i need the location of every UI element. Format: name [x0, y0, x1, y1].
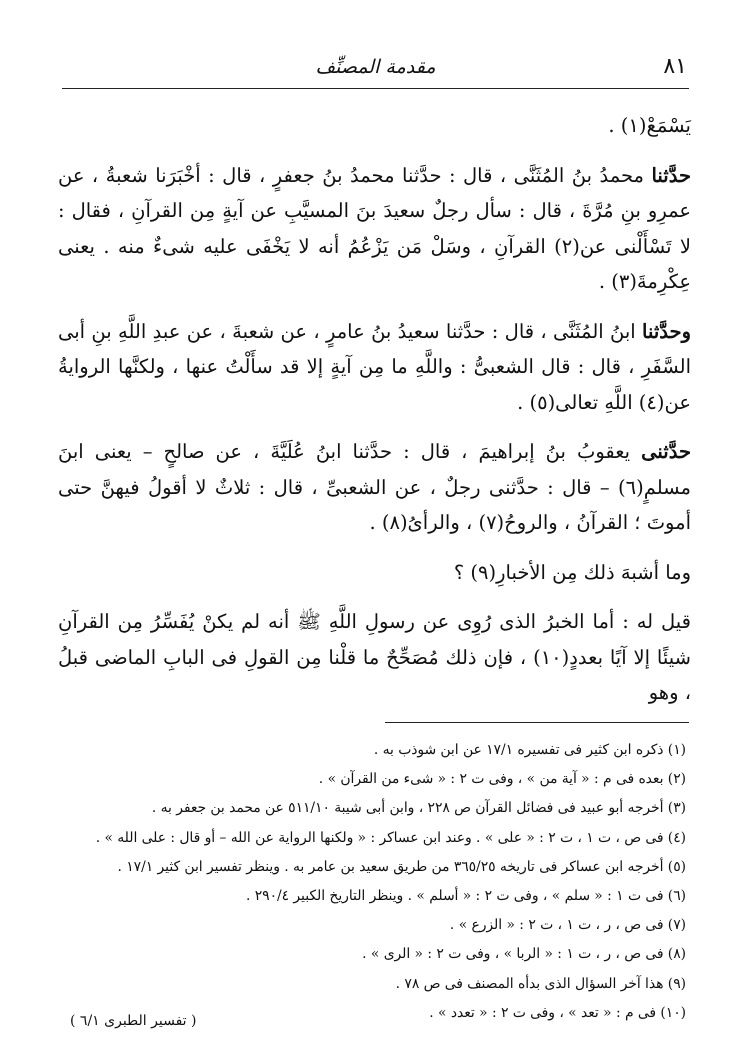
footnote-9: (٩) هذا آخر السؤال الذى بدأه المصنف فى ص ٧٨ . — [395, 975, 686, 992]
paragraph-3-lead: حدَّثنى — [641, 440, 691, 463]
main-text — [58, 108, 691, 725]
footnote-7: (٧) فى ص ، ر ، ت ١ ، ت ٢ : « الزرع » . — [449, 917, 686, 934]
paragraph-0 — [58, 108, 691, 144]
paragraph-5 — [58, 604, 691, 711]
signature-mark: ( تفسير الطبرى ٦/١ ) — [70, 1013, 197, 1029]
page-header — [62, 52, 689, 89]
footnote-4: (٤) فى ص ، ت ١ ، ت ٢ : « على » . وعند ابن عساكر : « ولكنها الرواية عن الله – أو قال : على الله » . — [95, 829, 686, 846]
footnote-2: (٢) بعده فى م : « آية من » ، وفى ت ٢ : « شىء من القرآن » . — [318, 771, 686, 788]
running-head: مقدمة المصنِّف — [315, 56, 436, 78]
footnote-divider — [385, 722, 689, 723]
paragraph-1 — [58, 158, 691, 300]
paragraph-5-text: قيل له : أما الخبرُ الذى رُوِى عن رسولِ اللَّهِ ﷺ أنه لم يكنْ يُفَسِّرُ مِن القرآنِ شيئًا إلا آيًا بعددٍ(١٠) ، فإن ذلك مُصَحِّحٌ ما قلْنا مِن القولِ فى البابِ الماضى قبلُ ، وهو — [58, 610, 691, 704]
footnote-8: (٨) فى ص ، ر ، ت ١ : « الربا » ، وفى ت ٢ : « الرى » . — [362, 946, 686, 963]
paragraph-1-text: محمدُ بنُ المُثَنَّى ، قال : حدَّثنا محمدُ بنُ جعفرٍ ، قال : أخْبَرَنا شعبةُ ، عن عمرِو بنِ مُرَّةَ ، قال : سأل رجلٌ سعيدَ بنَ المسيَّبِ عن آيةٍ مِن القرآنِ ، فقال : لا تَسْأَلْنى عن(٢) القرآنِ ، وسَلْ مَن يَزْعُمُ أنه لا يَخْفَى عليه شىءٌ منه . يعنى عِكْرِمةَ(٣) . — [58, 163, 692, 293]
footnote-10: (١٠) فى م : « تعد » ، وفى ت ٢ : « تعدد » . — [429, 1004, 686, 1021]
paragraph-4-text: وما أشبهَ ذلك مِن الأخبارِ(٩) ؟ — [453, 560, 691, 584]
footnote-5: (٥) أخرجه ابن عساكر فى تاريخه ٣٦٥/٢٥ من طريق سعيد بن عامر به . وينظر تفسير ابن كثير ١٧/١ . — [117, 858, 686, 875]
footnote-3: (٣) أخرجه أبو عبيد فى فضائل القرآن ص ٢٢٨ ، وابن أبى شيبة ٥١١/١٠ عن محمد بن جعفر به . — [151, 800, 686, 817]
paragraph-3 — [58, 434, 691, 541]
paragraph-4 — [58, 555, 691, 591]
paragraph-2 — [58, 314, 691, 421]
paragraph-2-lead: وحدَّثنا — [642, 319, 691, 343]
footnote-1: (١) ذكره ابن كثير فى تفسيره ١٧/١ عن ابن شوذب به . — [373, 742, 686, 758]
page-number: ٨١ — [663, 54, 687, 79]
paragraph-0-text: يَسْمَعْ(١) . — [608, 114, 691, 137]
paragraph-1-lead: حدَّثنا — [651, 163, 691, 187]
footnote-6: (٦) فى ت ١ : « سلم » ، وفى ت ٢ : « أسلم » . وينظر التاريخ الكبير ٢٩٠/٤ . — [245, 888, 686, 905]
footnotes — [60, 736, 686, 1028]
paragraph-2-text: ابنُ المُثَنَّى ، قال : حدَّثنا سعيدُ بنُ عامرٍ ، عن شعبةَ ، عن عبدِ اللَّهِ بنِ أبى السَّفَرِ ، قال : قال الشعبىُّ : واللَّهِ ما مِن آيةٍ إلا قد سأَلْتُ عنها ، ولكنَّها الروايةُ عن(٤) اللَّهِ تعالى(٥) . — [58, 319, 691, 414]
paragraph-3-text: يعقوبُ بنُ إبراهيمَ ، قال : حدَّثنا ابنُ عُلَيَّةَ ، عن صالحٍ – يعنى ابنَ مسلمٍ(٦) – قال : حدَّثنى رجلٌ ، عن الشعبىِّ ، قال : ثلاثٌ لا أقولُ فيهنَّ حتى أموتَ ؛ القرآنُ ، والروحُ(٧) ، والرأىُ(٨) . — [58, 440, 691, 534]
